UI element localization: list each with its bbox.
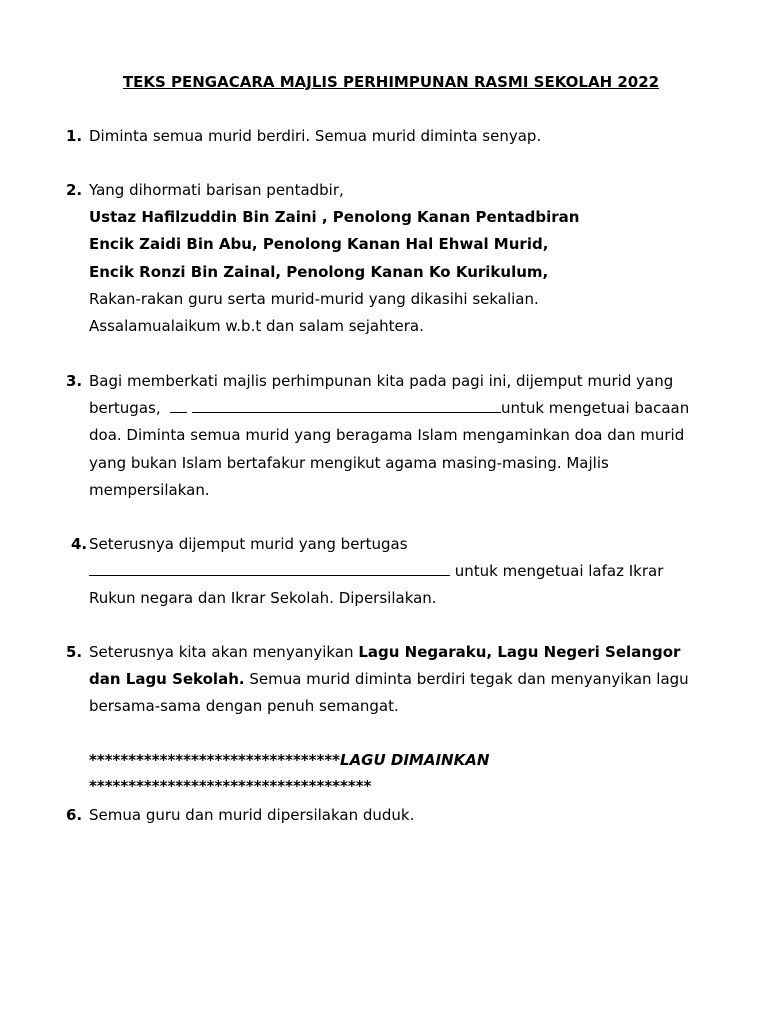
item-line [89,639,709,666]
item-number: 4. [71,535,88,553]
item-line: Diminta semua murid berdiri. Semua murid diminta senyap. [89,127,542,145]
item-line-part: untuk mengetuai bacaan [500,399,690,418]
asterisk-divider: ******************************** [89,751,341,769]
item-line-part: untuk mengetuai lafaz Ikrar [454,562,664,581]
item-number: 3. [66,372,83,390]
item-line [89,747,709,774]
dignitary-line: Ustaz Hafilzuddin Bin Zaini , Penolong Kanan Pentadbiran [89,208,580,227]
songs-list: dan Lagu Sekolah. [89,670,245,689]
item-line: bersama-sama dengan penuh semangat. [89,697,399,716]
asterisk-divider: ************************************ [89,777,372,795]
item-line-with-blank [89,558,709,585]
greeting-line: Rakan-rakan guru serta murid-murid yang dikasihi sekalian. [89,289,539,308]
item-line: Seterusnya dijemput murid yang bertugas [89,535,408,553]
dignitary-line: Encik Zaidi Bin Abu, Penolong Kanan Hal Ehwal Murid, [89,235,549,254]
item-text [89,639,709,721]
item-line: Rukun negara dan Ikrar Sekolah. Dipersilakan. [89,589,437,608]
item-number: 1. [66,127,83,145]
dignitary-line: Encik Ronzi Bin Zainal, Penolong Kanan Ko Kurikulum, [89,262,549,281]
songs-played-label: LAGU DIMAINKAN [340,751,490,769]
item-line-part: Seterusnya kita akan menyanyikan [89,643,359,661]
duty-student-name-blank [170,395,187,413]
item-text [89,368,709,504]
item-line-part: Semua murid diminta berdiri tegak dan menyanyikan lagu [244,670,689,689]
item-text [89,802,709,829]
item-line: yang bukan Islam bertafakur mengikut agama masing-masing. Majlis [89,453,609,472]
item-text [89,177,709,340]
duty-student-name-blank [192,395,501,413]
greeting-line: Yang dihormati barisan pentadbir, [89,181,344,199]
item-line-part: bertugas, [89,399,161,418]
page-title: TEKS PENGACARA MAJLIS PERHIMPUNAN RASMI SEKOLAH 2022 [122,73,660,91]
item-line-with-blank [89,395,709,422]
item-text [89,531,709,613]
duty-student-name-blank [89,558,450,576]
songs-list: Lagu Negaraku, Lagu Negeri Selangor [358,643,681,661]
item-number: 2. [66,181,83,199]
item-line: doa. Diminta semua murid yang beragama Islam mengaminkan doa dan murid [89,426,685,445]
item-number: 6. [66,806,83,824]
item-text [89,123,709,150]
item-number: 5. [66,643,83,661]
greeting-line: Assalamualaikum w.b.t dan salam sejahtera. [89,317,424,336]
item-line: mempersilakan. [89,480,210,499]
item-line: Bagi memberkati majlis perhimpunan kita pada pagi ini, dijemput murid yang [89,372,674,390]
item-line [89,666,709,693]
item-line: Semua guru dan murid dipersilakan duduk. [89,806,415,824]
